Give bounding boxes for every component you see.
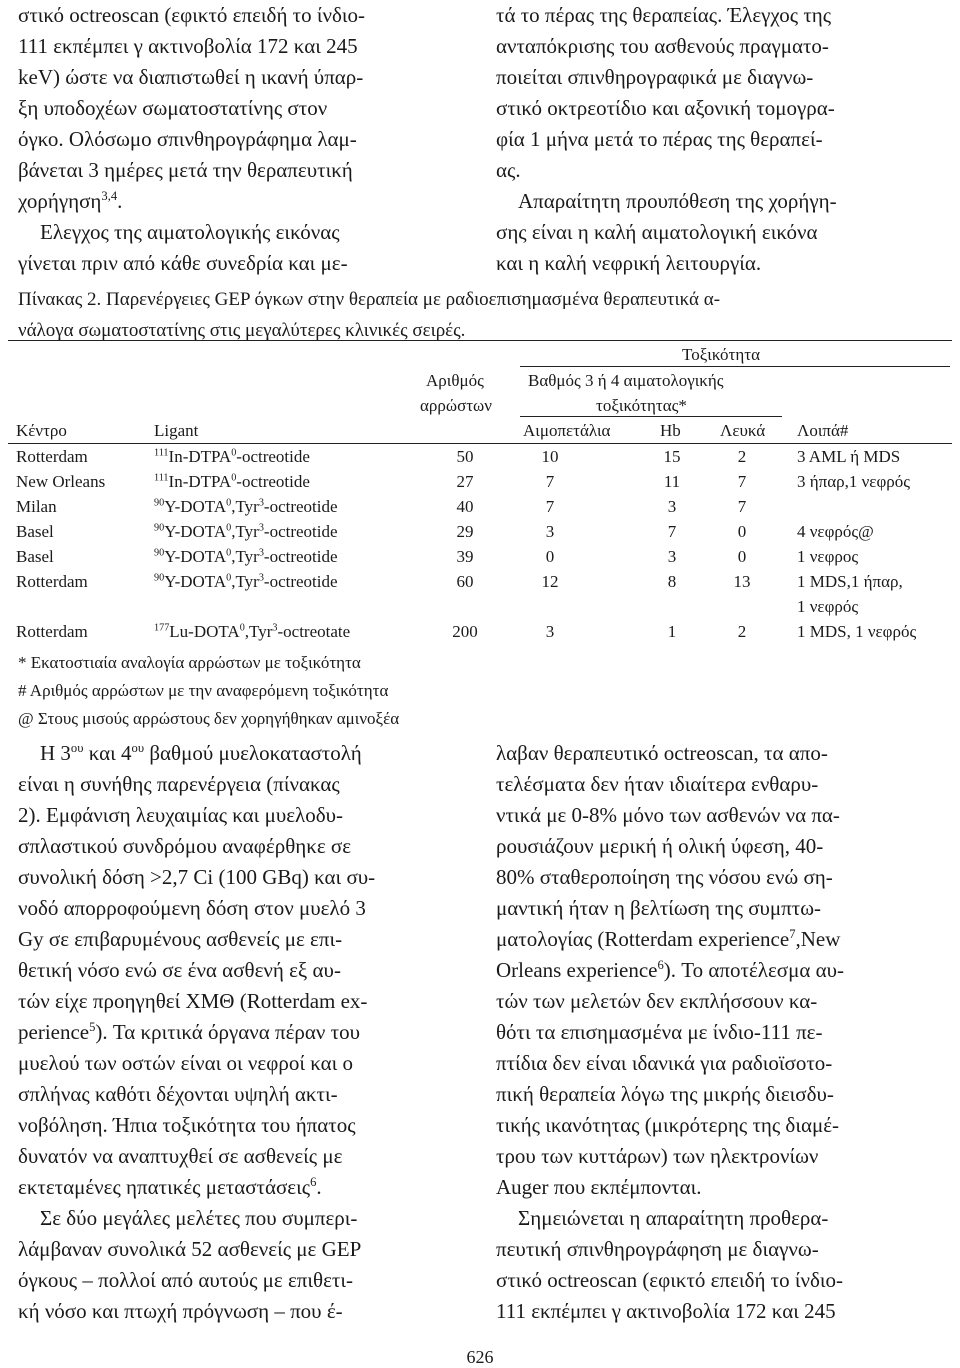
text-line (18, 738, 456, 769)
text-line: 2). Εμφάνιση λευχαιμίας και μυελοδυ- (18, 803, 344, 827)
text-span: . (316, 1175, 322, 1199)
cell-platelets: 7 (545, 497, 555, 516)
cell-patients: 27 (456, 472, 474, 491)
cell-other: 4 νεφρός@ (797, 522, 874, 541)
cell-center: Rotterdam (16, 447, 88, 466)
cell-hb: 3 (667, 497, 677, 516)
cell-platelets: 10 (541, 447, 559, 466)
text-line: είναι η συνήθης παρενέργεια (πίνακας (18, 772, 340, 796)
cell-ligand (154, 444, 310, 469)
text-line (496, 924, 936, 955)
cell-patients: 60 (456, 572, 474, 591)
text-line: στικό octreoscan (εφικτό επειδή το ίνδιο- (496, 1268, 844, 1292)
text-span: ,New (795, 927, 841, 951)
cell-ligand (154, 469, 310, 494)
isotope-superscript: 90 (154, 547, 165, 559)
isotope-superscript: 90 (154, 522, 165, 534)
text-span: ματολογίας (Rotterdam experience (496, 927, 790, 951)
text-line: Απαραίτητη προυπόθεση της χορήγη- (518, 189, 837, 213)
citation-superscript: 6 (310, 1175, 317, 1189)
text-line: σης είναι η καλή αιματολογική εικόνα (496, 220, 818, 244)
text-line: Gy σε επιβαρυμένους ασθενείς με επι- (18, 927, 343, 951)
ligand-text: In-DTPA (168, 447, 232, 466)
cell-wbc: 2 (737, 447, 747, 466)
text-span: ). Το αποτέλεσμα αυ- (663, 958, 845, 982)
cell-patients: 40 (456, 497, 474, 516)
text-line: Ελεγχος της αιματολογικής εικόνας (40, 220, 340, 244)
column-header-wbc: Λευκά (720, 421, 766, 440)
ligand-text: In-DTPA (168, 472, 232, 491)
isotope-superscript: 111 (154, 447, 169, 459)
text-line: τών των μελετών δεν εκπλήσσουν κα- (496, 989, 818, 1013)
cell-ligand (154, 544, 338, 569)
text-line: πτίδια δεν είναι ιδανικά για ραδιοϊσοτο- (496, 1051, 833, 1075)
isotope-superscript: 177 (154, 622, 170, 634)
cell-hb: 1 (667, 622, 677, 641)
text-line: μυελού των οστών είναι οι νεφροί και ο (18, 1051, 354, 1075)
cell-wbc: 0 (737, 522, 747, 541)
ordinal-superscript: ου (70, 741, 84, 755)
header-toxicity: Τοξικότητα (682, 345, 761, 364)
column-header-platelets: Αιμοπετάλια (523, 421, 611, 440)
citation-superscript: 3,4 (101, 189, 118, 203)
text-line: μαντική ήταν η βελτίωση της συμπτω- (496, 896, 822, 920)
header-underline (520, 366, 950, 367)
isotope-superscript: 0 (226, 522, 232, 534)
table-footnote: * Εκατοστιαία αναλογία αρρώστων με τοξικότητα (18, 653, 361, 672)
caption-line: Πίνακας 2. Παρενέργειες GEP όγκων στην θεραπεία με ραδιοεπισημασμένα θεραπευτικά α- (18, 289, 721, 310)
text-line: στικό octreoscan (εφικτό επειδή το ίνδιο- (18, 3, 366, 27)
ligand-text: -octreotide (236, 447, 310, 466)
text-line: ας. (496, 158, 521, 182)
cell-other: 1 MDS, 1 νεφρός (797, 622, 917, 641)
top-left-column (18, 0, 456, 279)
citation-superscript: 7 (789, 927, 796, 941)
text-span: και 4 (83, 741, 132, 765)
ligand-text: ,Tyr (231, 547, 259, 566)
cell-center: Rotterdam (16, 572, 88, 591)
text-line: βάνεται 3 ημέρες μετά την θεραπευτική (18, 158, 353, 182)
header-grade: Βαθμός 3 ή 4 αιματολογικής (528, 371, 724, 390)
cell-other: 1 MDS,1 ήπαρ, (797, 572, 903, 591)
cell-hb: 11 (663, 472, 681, 491)
ligand-text: ,Tyr (231, 497, 259, 516)
cell-platelets: 3 (545, 522, 555, 541)
text-line (18, 186, 456, 217)
isotope-superscript: 3 (272, 622, 278, 634)
cell-center: New Orleans (16, 472, 106, 491)
text-line (18, 1172, 456, 1203)
text-line: ξη υποδοχέων σωματοστατίνης στον (18, 96, 328, 120)
text-line: φία 1 μήνα μετά το πέρας της θεραπεί- (496, 127, 823, 151)
cell-other: 3 ήπαρ,1 νεφρός (797, 472, 910, 491)
cell-hb: 15 (663, 447, 681, 466)
text-line: θετική νόσο ενώ σε ένα ασθενή εξ αυ- (18, 958, 341, 982)
isotope-superscript: 3 (258, 497, 264, 509)
header-patients: αρρώστων (420, 396, 492, 415)
cell-patients: 50 (456, 447, 474, 466)
cell-hb: 3 (667, 547, 677, 566)
text-line: λαβαν θεραπευτικό octreoscan, τα απο- (496, 741, 828, 765)
ligand-text: -octreotide (263, 572, 338, 591)
text-span: βαθμού μυελοκαταστολή (144, 741, 362, 765)
caption-line: νάλογα σωματοστατίνης στις μεγαλύτερες κλινικές σειρές. (18, 320, 466, 341)
text-line: στικό οκτρεοτίδιο και αξονική τομογρα- (496, 96, 835, 120)
text-line: keV) ώστε να διαπιστωθεί η ικανή ύπαρ- (18, 65, 364, 89)
text-line: γίνεται πριν από κάθε συνεδρία και με- (18, 251, 348, 275)
isotope-superscript: 0 (226, 572, 232, 584)
cell-hb: 8 (667, 572, 677, 591)
cell-wbc: 2 (737, 622, 747, 641)
page-number: 626 (466, 1347, 494, 1367)
top-right-column (496, 0, 936, 279)
cell-ligand (154, 494, 338, 519)
cell-hb: 7 (667, 522, 677, 541)
cell-other: 1 νεφρός (797, 597, 859, 616)
citation-superscript: 5 (89, 1020, 96, 1034)
isotope-superscript: 111 (154, 472, 169, 484)
isotope-superscript: 0 (239, 622, 245, 634)
text-line: και η καλή νεφρική λειτουργία. (496, 251, 762, 275)
text-line: σπλήνας καθότι δέχονται υψηλή ακτι- (18, 1082, 338, 1106)
cell-center: Rotterdam (16, 622, 88, 641)
cell-wbc: 0 (737, 547, 747, 566)
ligand-text: Lu-DOTA (169, 622, 240, 641)
text-line: κή νόσο και πτωχή πρόγνωση – που έ- (18, 1299, 343, 1323)
text-line (18, 1017, 456, 1048)
isotope-superscript: 3 (258, 522, 264, 534)
ligand-text: Y-DOTA (164, 497, 227, 516)
text-span: . (117, 189, 123, 213)
column-header-center: Κέντρο (16, 421, 67, 440)
text-line: Σε δύο μεγάλες μελέτες που συμπερι- (40, 1206, 358, 1230)
text-line: δυνατόν να αναπτυχθεί σε ασθενείς με (18, 1144, 343, 1168)
cell-center: Basel (16, 522, 54, 541)
text-line: 111 εκπέμπει γ ακτινοβολία 172 και 245 (18, 34, 358, 58)
text-line: πευτική σπινθηρογράφηση με διαγνω- (496, 1237, 819, 1261)
cell-patients: 29 (456, 522, 474, 541)
text-line: όγκους – πολλοί από αυτούς με επιθετι- (18, 1268, 353, 1292)
text-line: ντικά με 0-8% μόνο των ασθενών να πα- (496, 803, 840, 827)
isotope-superscript: 3 (258, 547, 264, 559)
text-line: νοβόληση. Ήπια τοξικότητα του ήπατος (18, 1113, 356, 1137)
text-line (496, 955, 936, 986)
ligand-text: -octreotate (277, 622, 351, 641)
isotope-superscript: 90 (154, 572, 165, 584)
ligand-text: ,Tyr (231, 522, 259, 541)
table-caption (18, 284, 938, 346)
ligand-text: Y-DOTA (164, 547, 227, 566)
ordinal-superscript: ου (131, 741, 145, 755)
bottom-left-column (18, 738, 456, 1327)
cell-platelets: 0 (545, 547, 555, 566)
text-line: ανταπόκρισης του ασθενούς πραγματο- (496, 34, 829, 58)
text-line: τικής ικανότητας (μικρότερης της διαμέ- (496, 1113, 840, 1137)
table-top-rule (8, 340, 952, 341)
header-underline (520, 416, 782, 417)
cell-wbc: 7 (737, 497, 747, 516)
cell-platelets: 12 (541, 572, 559, 591)
text-line: Auger που εκπέμπονται. (496, 1175, 702, 1199)
isotope-superscript: 90 (154, 497, 165, 509)
bottom-right-column (496, 738, 936, 1327)
ligand-text: -octreotide (236, 472, 310, 491)
isotope-superscript: 0 (231, 472, 237, 484)
cell-wbc: 7 (737, 472, 747, 491)
cell-center: Basel (16, 547, 54, 566)
text-line: θότι τα επισημασμένα με ίνδιο-111 πε- (496, 1020, 823, 1044)
text-line: τελέσματα δεν ήταν ιδιαίτερα ενθαρυ- (496, 772, 819, 796)
text-span: ). Τα κριτικά όργανα πέραν του (95, 1020, 360, 1044)
cell-platelets: 3 (545, 622, 555, 641)
ligand-text: -octreotide (263, 547, 338, 566)
ligand-text: Y-DOTA (164, 572, 227, 591)
cell-wbc: 13 (733, 572, 751, 591)
cell-ligand (154, 619, 350, 644)
column-header-hb: Hb (660, 421, 681, 440)
ligand-text: -octreotide (263, 497, 338, 516)
text-line: 80% σταθεροποίηση της νόσου ενώ ση- (496, 865, 833, 889)
text-line: σπλαστικού συνδρόμου αναφέρθηκε σε (18, 834, 352, 858)
text-line: τρου των κυττάρων) των ηλεκτρονίων (496, 1144, 819, 1168)
cell-center: Milan (16, 497, 57, 516)
text-span: χορήγηση (18, 189, 102, 213)
ligand-text: ,Tyr (231, 572, 259, 591)
ligand-text: ,Tyr (244, 622, 273, 641)
text-line: νοδό απορροφούμενη δόση στον μυελό 3 (18, 896, 366, 920)
header-patients: Αριθμός (426, 371, 484, 390)
isotope-superscript: 3 (258, 572, 264, 584)
text-line: ποιείται σπινθηρογραφικά με διαγνω- (496, 65, 814, 89)
text-line: τά το πέρας της θεραπείας. Έλεγχος της (496, 3, 832, 27)
text-line: 111 εκπέμπει γ ακτινοβολία 172 και 245 (496, 1299, 836, 1323)
text-line: συνολική δόση >2,7 Ci (100 GBq) και συ- (18, 865, 376, 889)
text-line: όγκο. Ολόσωμο σπινθηρογράφημα λαμ- (18, 127, 357, 151)
text-span: Η 3 (40, 741, 71, 765)
text-line: λάμβαναν συνολικά 52 ασθενείς με GEP (18, 1237, 362, 1261)
isotope-superscript: 0 (231, 447, 237, 459)
table-footnote: @ Στους μισούς αρρώστους δεν χορηγήθηκαν αμινοξέα (18, 709, 400, 728)
cell-patients: 39 (456, 547, 474, 566)
citation-superscript: 6 (657, 958, 664, 972)
table-footnote: # Αριθμός αρρώστων με την αναφερόμενη τοξικότητα (18, 681, 389, 700)
text-span: Orleans experience (496, 958, 658, 982)
cell-platelets: 7 (545, 472, 555, 491)
isotope-superscript: 0 (226, 547, 232, 559)
text-span: εκτεταμένες ηπατικές μεταστάσεις (18, 1175, 311, 1199)
cell-other: 1 νεφρος (797, 547, 859, 566)
text-line: ρουσιάζουν μερική ή ολική ύφεση, 40- (496, 834, 824, 858)
cell-ligand (154, 519, 338, 544)
isotope-superscript: 0 (226, 497, 232, 509)
text-line: πική θεραπεία λόγω της μικρής διεισδυ- (496, 1082, 834, 1106)
cell-ligand (154, 569, 338, 594)
text-line: τών είχε προηγηθεί ΧΜΘ (Rotterdam ex- (18, 989, 368, 1013)
text-span: perience (18, 1020, 90, 1044)
cell-other: 3 AML ή MDS (797, 447, 901, 466)
header-grade: τοξικότητας* (596, 396, 687, 415)
column-header-ligand: Ligant (154, 421, 199, 440)
column-header-other: Λοιπά# (797, 421, 849, 440)
ligand-text: Y-DOTA (164, 522, 227, 541)
cell-patients: 200 (452, 622, 478, 641)
text-line: Σημειώνεται η απαραίτητη προθερα- (518, 1206, 829, 1230)
ligand-text: -octreotide (263, 522, 338, 541)
